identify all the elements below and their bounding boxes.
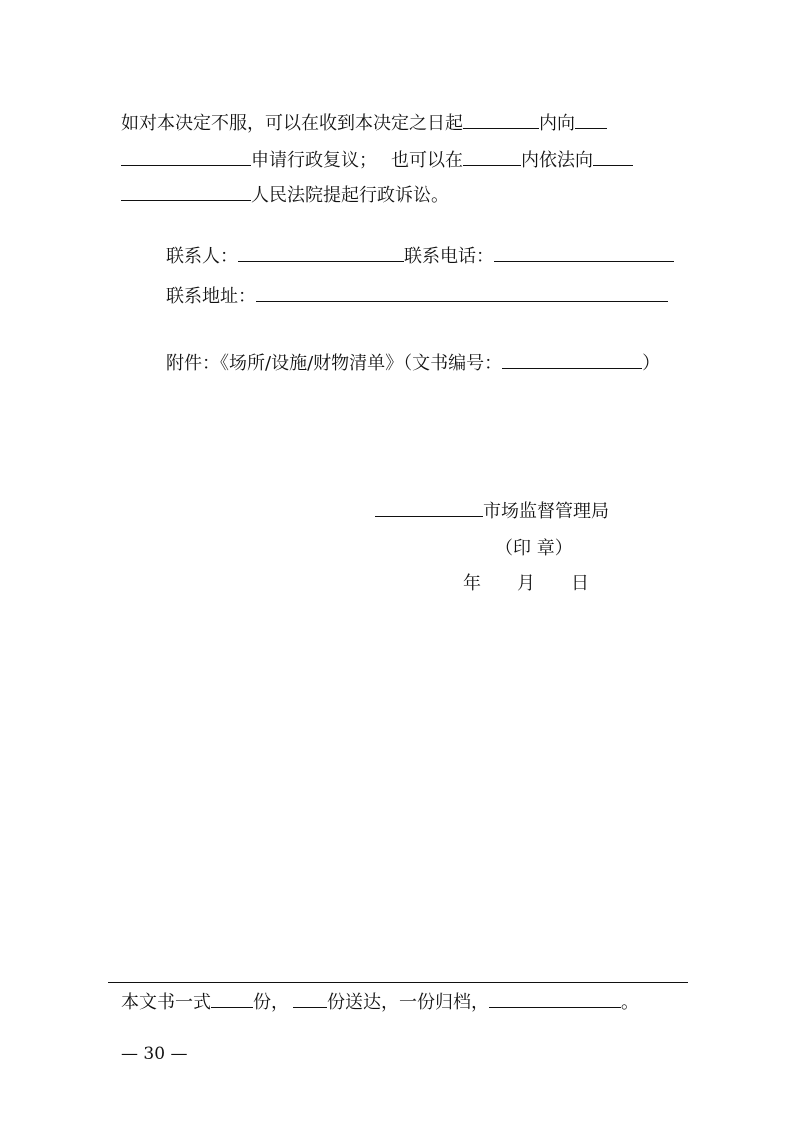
review-text-2a: 申请行政复议； — [251, 150, 377, 171]
served-copies-field[interactable] — [293, 989, 327, 1008]
contact-person-label: 联系人： — [166, 246, 238, 267]
footer-divider — [108, 982, 688, 983]
review-line-2 — [121, 147, 633, 173]
review-line-1 — [121, 110, 607, 136]
review-text-1b: 内向 — [539, 113, 575, 134]
date-month: 月 — [517, 573, 535, 594]
copies-text-b: 份， — [253, 992, 289, 1013]
archive-field[interactable] — [489, 989, 621, 1008]
review-text-2c: 内依法向 — [521, 150, 593, 171]
attachment-prefix: 附件：《场所/设施/财物清单》（文书编号： — [166, 353, 503, 374]
document-number-field[interactable] — [502, 350, 642, 369]
copies-text-a: 本文书一式 — [121, 992, 211, 1013]
date-year: 年 — [463, 573, 481, 594]
contact-person-field[interactable] — [238, 243, 404, 262]
contact-address-label: 联系地址： — [166, 286, 256, 307]
blank-review-authority-2[interactable] — [121, 147, 251, 166]
blank-days-review[interactable] — [463, 110, 539, 129]
attachment-suffix: ） — [642, 353, 661, 374]
date-day: 日 — [571, 573, 589, 594]
date-line — [463, 572, 589, 596]
review-text-2b: 也可以在 — [391, 150, 463, 171]
review-text-1a: 如对本决定不服，可以在收到本决定之日起 — [121, 113, 463, 134]
contact-line-2 — [166, 283, 668, 309]
copies-text-c: 份送达，一份归档， — [327, 992, 489, 1013]
blank-court-1[interactable] — [593, 147, 633, 166]
bureau-line — [375, 498, 609, 524]
page-number: — 30 — — [121, 1044, 188, 1064]
copies-line — [121, 988, 639, 1014]
seal-label: （印 章） — [495, 538, 573, 559]
contact-address-field[interactable] — [256, 283, 668, 302]
bureau-name-field[interactable] — [375, 498, 483, 517]
blank-review-authority-1[interactable] — [575, 110, 607, 129]
review-text-3a: 人民法院提起行政诉讼。 — [251, 185, 449, 206]
bureau-name: 市场监督管理局 — [483, 501, 609, 522]
blank-days-lawsuit[interactable] — [463, 147, 521, 166]
contact-phone-label: 联系电话： — [404, 246, 494, 267]
total-copies-field[interactable] — [211, 989, 253, 1008]
contact-phone-field[interactable] — [494, 243, 674, 262]
copies-end: 。 — [621, 992, 639, 1013]
attachment-line — [166, 350, 660, 376]
blank-court-2[interactable] — [121, 182, 251, 201]
contact-line-1 — [166, 243, 674, 269]
review-line-3 — [121, 182, 449, 208]
